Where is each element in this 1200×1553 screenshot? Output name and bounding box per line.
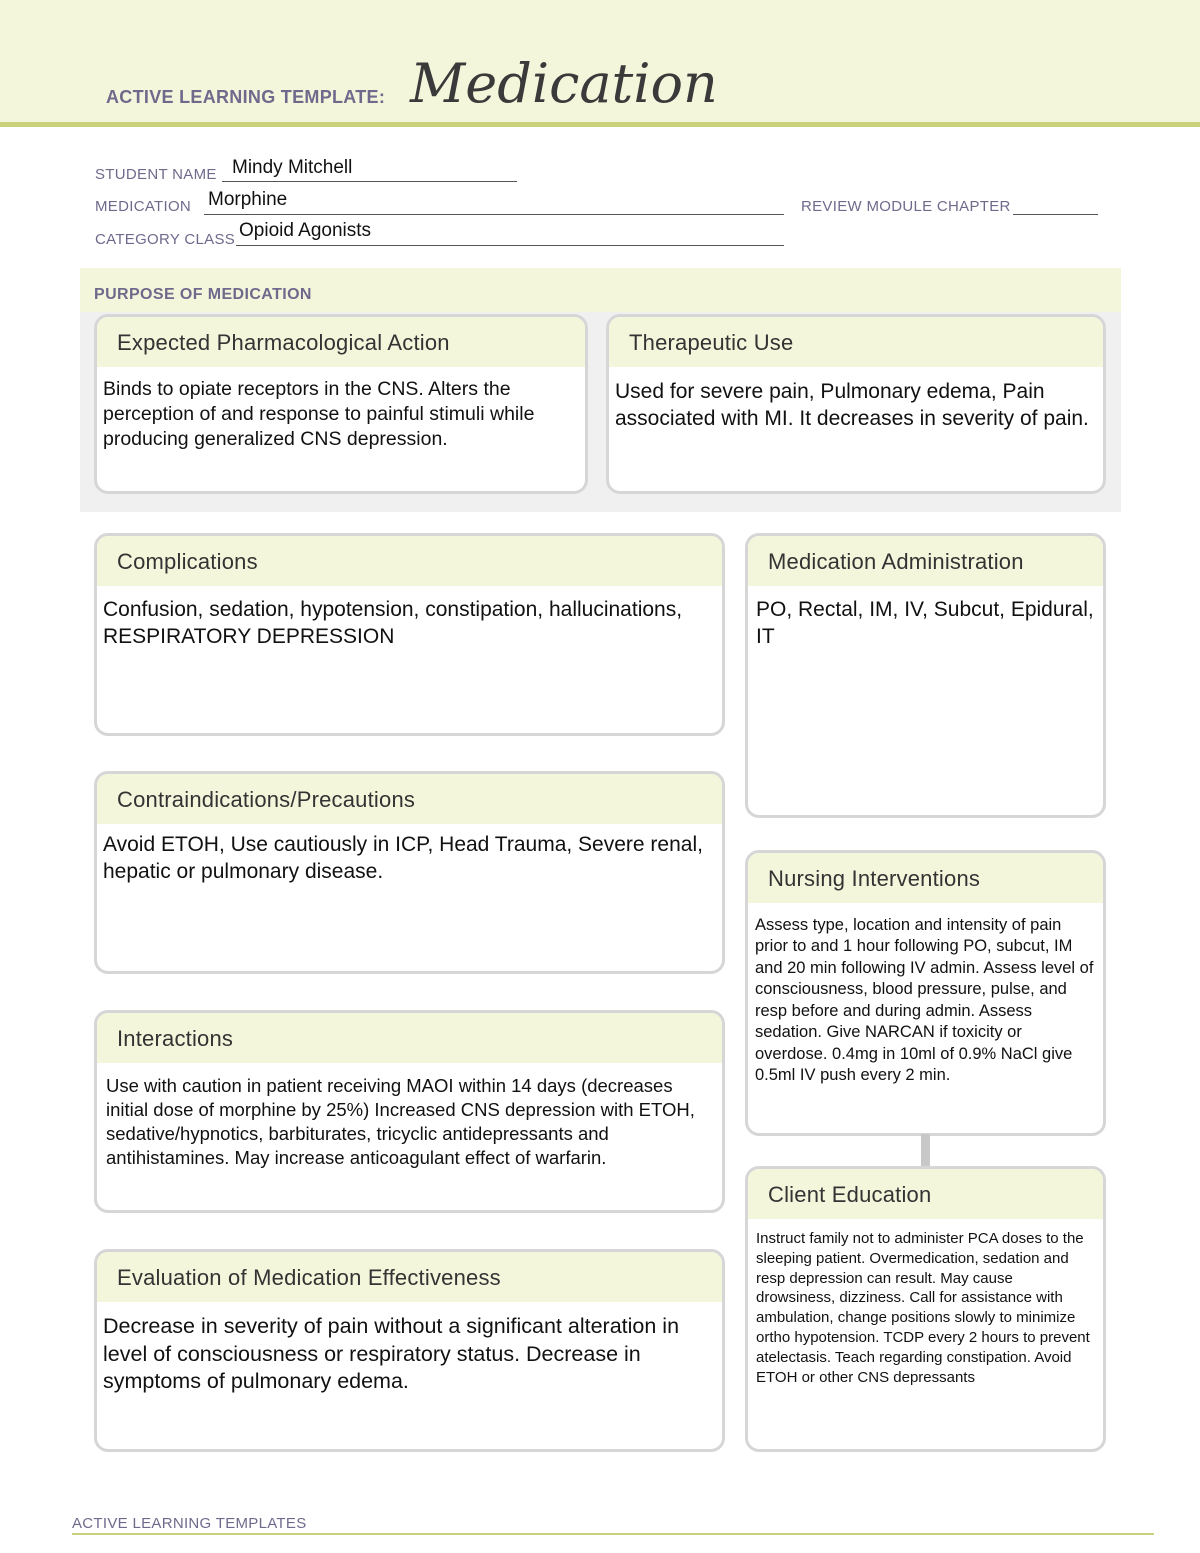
review-module-field[interactable]	[1013, 214, 1098, 215]
client-education-title: Client Education	[748, 1169, 1103, 1219]
contraindications-text[interactable]: Avoid ETOH, Use cautiously in ICP, Head Trauma, Severe renal, hepatic or pulmonary disease.	[103, 833, 703, 883]
review-module-label: REVIEW MODULE CHAPTER	[801, 198, 1011, 215]
category-class-field[interactable]: Opioid Agonists	[239, 220, 372, 241]
therapeutic-use-card	[606, 314, 1106, 494]
client-education-card	[745, 1166, 1106, 1452]
medication-label: MEDICATION	[95, 198, 192, 215]
contraindications-title: Contraindications/Precautions	[97, 774, 722, 824]
evaluation-card	[94, 1249, 725, 1452]
evaluation-title: Evaluation of Medication Effectiveness	[97, 1252, 722, 1302]
nursing-interventions-card	[745, 850, 1106, 1136]
medication-line	[204, 214, 784, 215]
complications-card	[94, 533, 725, 736]
student-name-line	[222, 181, 517, 182]
client-education-text[interactable]: Instruct family not to administer PCA doses to the sleeping patient. Overmedication, sedation and resp depression can result. May cause drowsiness, dizziness. Call for assistance with ambulation, change positions slowly to minimize ortho hypotension. TCDP every 2 hours to prevent atelectasis. Teach regarding constipation. Avoid ETOH or other CNS depressants	[756, 1230, 1090, 1386]
interactions-title: Interactions	[97, 1013, 722, 1063]
page-title: Medication	[410, 52, 718, 115]
category-class-label: CATEGORY CLASS	[95, 231, 236, 248]
footer-divider	[72, 1533, 1154, 1535]
nursing-interventions-title: Nursing Interventions	[748, 853, 1103, 903]
therapeutic-use-title: Therapeutic Use	[609, 317, 1103, 367]
student-name-field[interactable]: Mindy Mitchell	[232, 157, 353, 178]
expected-action-card	[94, 314, 588, 494]
interactions-card	[94, 1010, 725, 1213]
administration-card	[745, 533, 1106, 818]
therapeutic-use-text[interactable]: Used for severe pain, Pulmonary edema, Pain associated with MI. It decreases in severity of pain.	[615, 380, 1089, 430]
interactions-text[interactable]: Use with caution in patient receiving MAOI within 14 days (decreases initial dose of morphine by 25%) Increased CNS depression with ETOH, sedative/hypnotics, barbiturates, tricyclic antidepressants and antihistamines. May increase anticoagulant effect of warfarin.	[106, 1075, 695, 1169]
contraindications-card	[94, 771, 725, 974]
medication-field[interactable]: Morphine	[208, 189, 288, 210]
card-connector	[921, 1134, 930, 1166]
nursing-interventions-text[interactable]: Assess type, location and intensity of pain prior to and 1 hour following PO, subcut, IM and 20 min following IV admin. Assess level of consciousness, blood pressure, pulse, and resp before and during admin. Assess sedation. Give NARCAN if toxicity or overdose. 0.4mg in 10ml of 0.9% NaCl give 0.5ml IV push every 2 min.	[755, 916, 1094, 1085]
purpose-label: PURPOSE OF MEDICATION	[94, 286, 312, 303]
administration-title: Medication Administration	[748, 536, 1103, 586]
student-name-label: STUDENT NAME	[95, 166, 217, 183]
complications-text[interactable]: Confusion, sedation, hypotension, constipation, hallucinations, RESPIRATORY DEPRESSION	[103, 598, 683, 648]
expected-action-title: Expected Pharmacological Action	[97, 317, 585, 367]
expected-action-text[interactable]: Binds to opiate receptors in the CNS. Alters the perception of and response to painful stimuli while producing generalized CNS depression.	[103, 378, 535, 450]
evaluation-text[interactable]: Decrease in severity of pain without a significant alteration in level of consciousness or respiratory status. Decrease in symptoms of pulmonary edema.	[103, 1314, 680, 1394]
header-divider	[0, 122, 1200, 127]
footer-label: ACTIVE LEARNING TEMPLATES	[72, 1515, 307, 1532]
complications-title: Complications	[97, 536, 722, 586]
administration-text[interactable]: PO, Rectal, IM, IV, Subcut, Epidural, IT	[756, 598, 1094, 648]
template-label: ACTIVE LEARNING TEMPLATE:	[106, 87, 386, 107]
category-class-line	[236, 245, 784, 246]
